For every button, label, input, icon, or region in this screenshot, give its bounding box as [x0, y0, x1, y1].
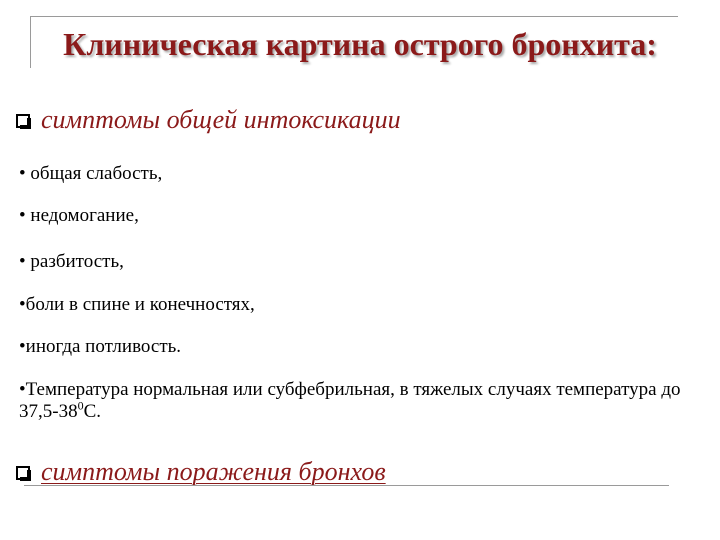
temperature-unit: С. [83, 401, 102, 422]
list-item: • недомогание, [19, 205, 139, 226]
q-square-bullet-icon [16, 466, 31, 481]
list-item: •боли в спине и конечностях, [19, 294, 255, 315]
frame-top-line [30, 16, 678, 17]
list-item: • общая слабость, [19, 163, 163, 184]
section-heading-text: симптомы общей интоксикации [41, 105, 401, 134]
frame-bottom-line [24, 485, 669, 486]
section-heading-intoxication [16, 104, 401, 136]
slide-title: Клиническая картина острого бронхита: [63, 26, 657, 62]
section-heading-text: симптомы поражения бронхов [41, 457, 386, 486]
list-item: •иногда потливость. [19, 336, 182, 357]
temperature-degree: 0 [77, 398, 84, 413]
q-square-bullet-icon [16, 114, 31, 129]
temperature-text: •Температура нормальная или субфебрильная, в тяжелых случаях температура до 37,5-38 [19, 379, 681, 422]
section-heading-bronchi [16, 456, 386, 488]
list-item: • разбитость, [19, 251, 124, 272]
frame-left-line [30, 16, 31, 68]
list-item-temperature [19, 379, 704, 423]
